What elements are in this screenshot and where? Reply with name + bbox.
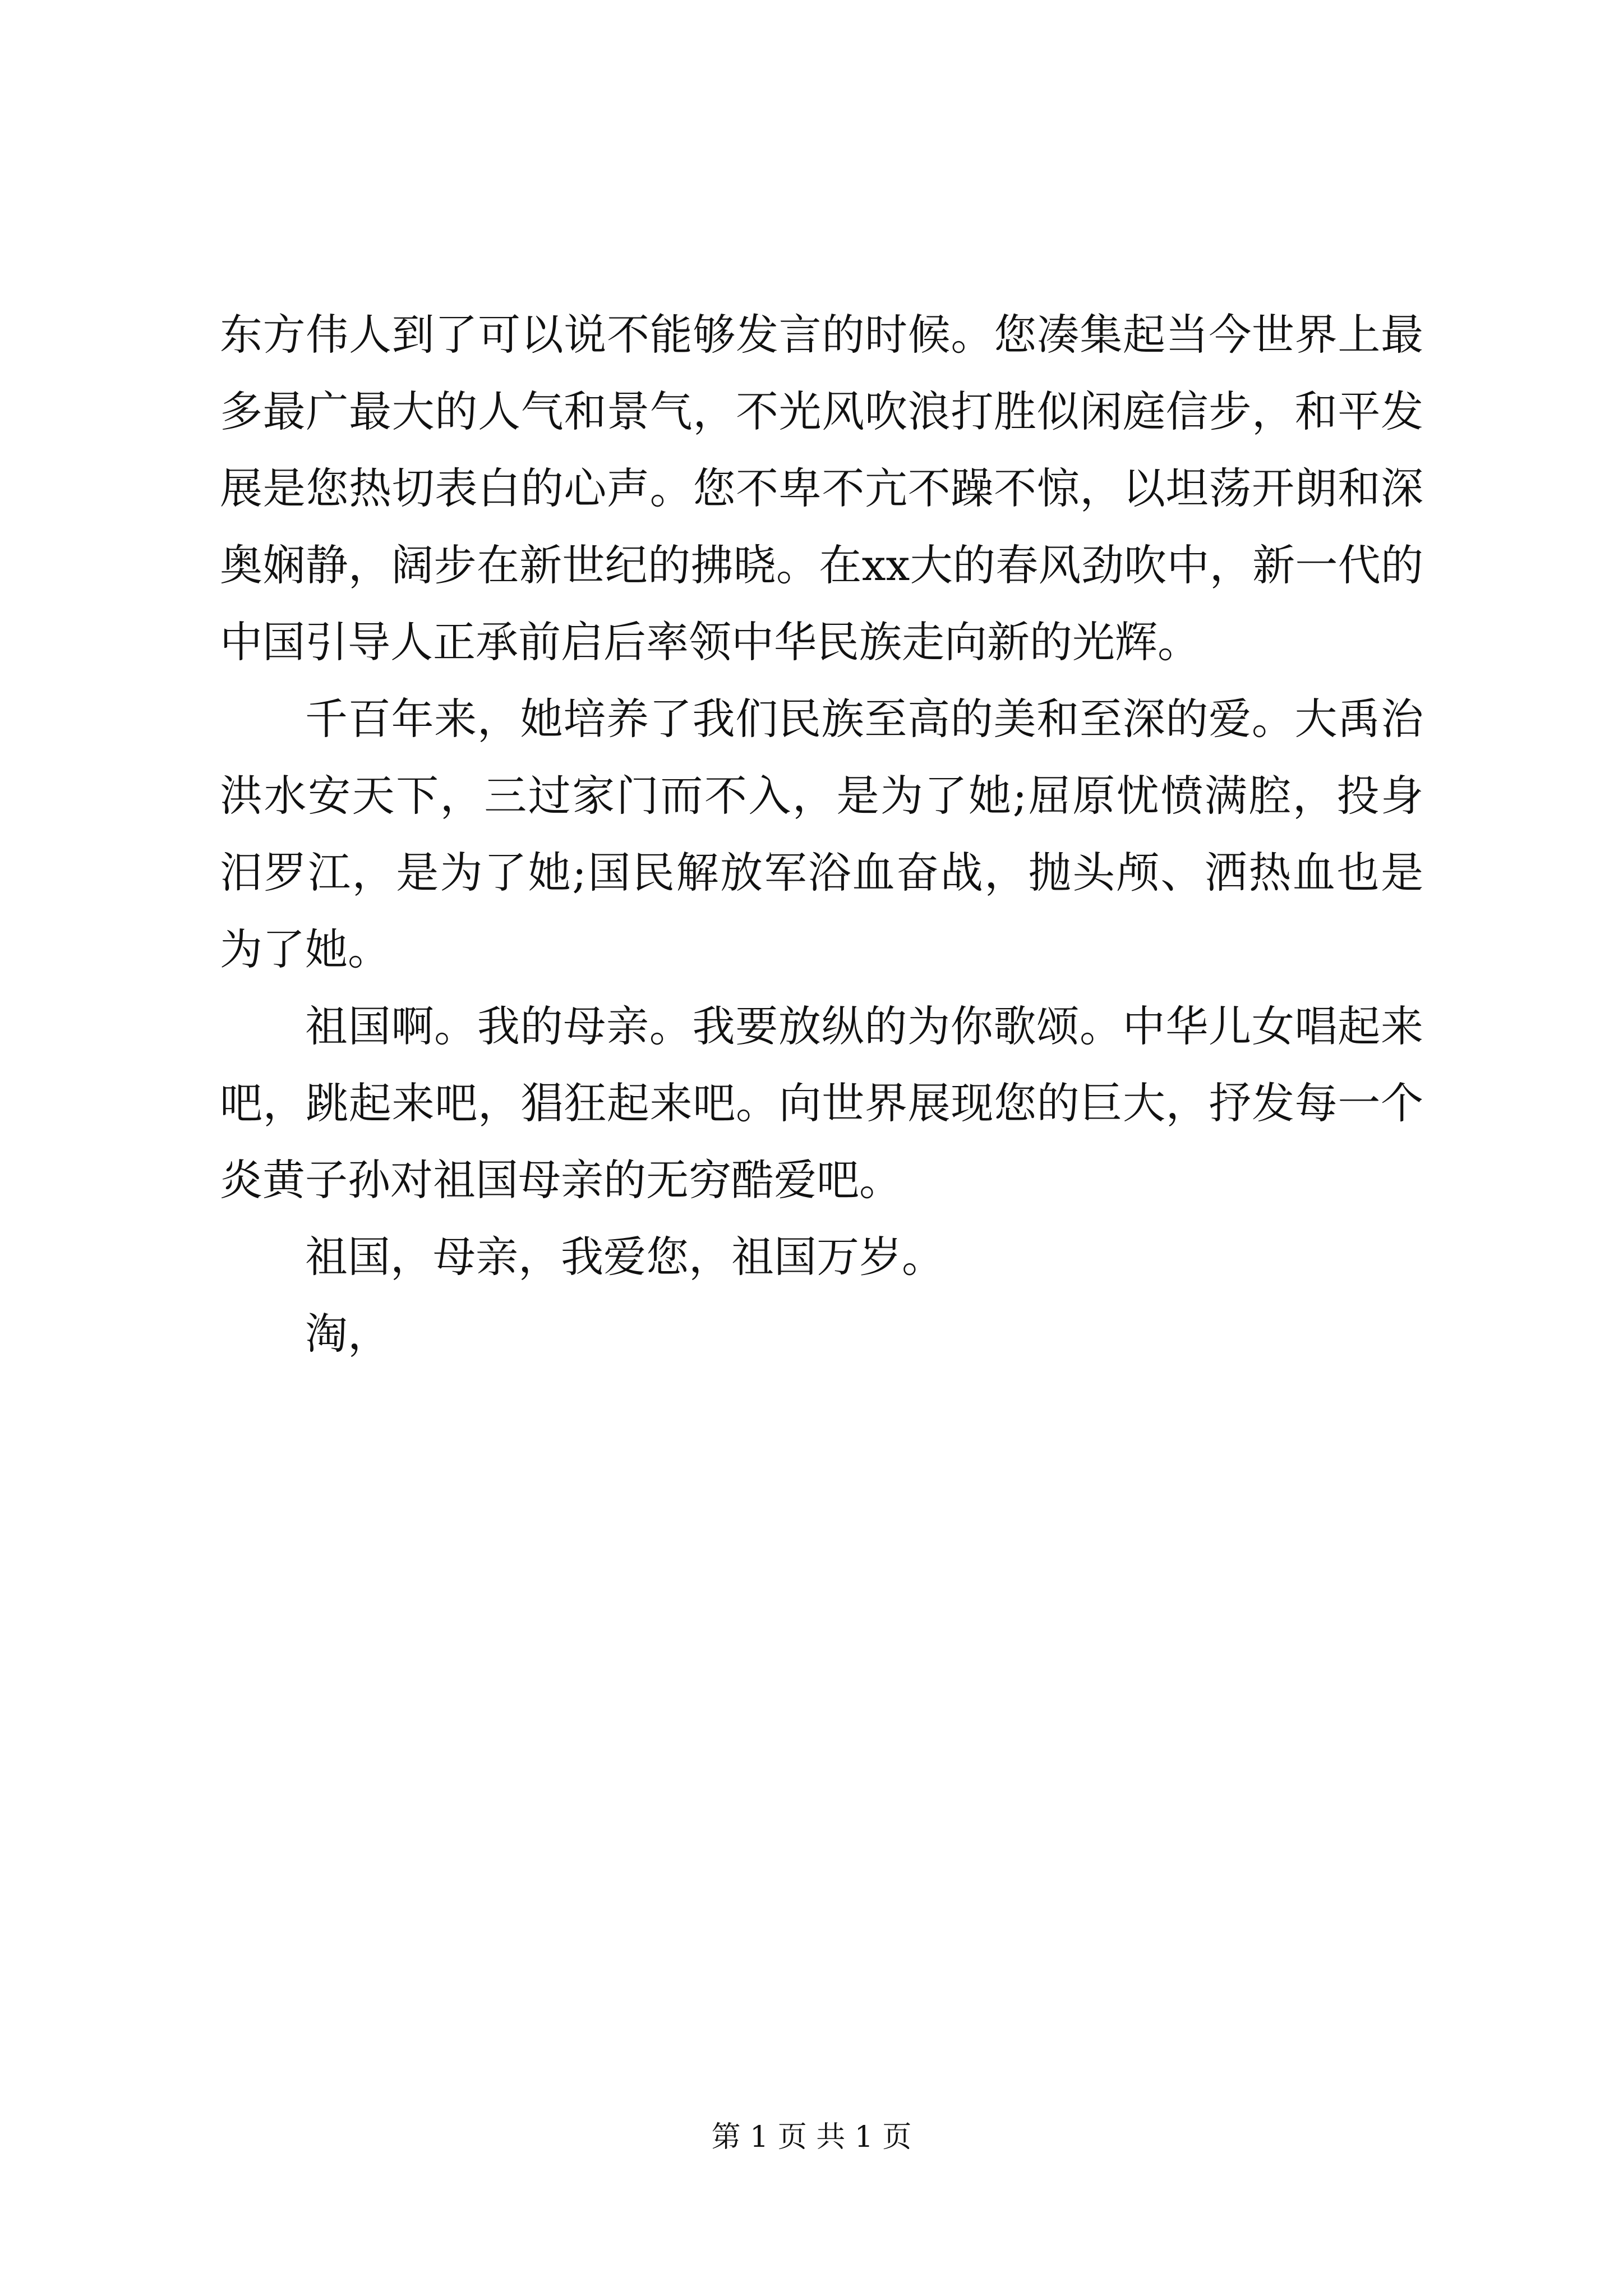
paragraph-fragment: 淘， [305,1309,390,1359]
paragraph-history: 千百年来，她培养了我们民族至高的美和至深的爱。大禹治洪水安天下，三过家门而不入，是为了她;屈原忧愤满腔，投身汨罗江，是为了她;国民解放军浴血奋战，抛头颅、洒热血也是为了她。 [220,694,1423,974]
document-body [220,296,1423,1372]
page-footer: 第 1 页 共 1 页 [711,2120,912,2154]
paragraph-closing-cheer: 祖国，母亲，我爱您，祖国万岁。 [305,1232,944,1282]
paragraph-continuation: 东方伟人到了可以说不能够发言的时候。您凑集起当今世界上最多最广最大的人气和景气，不光风吹浪打胜似闲庭信步，和平发展是您热切表白的心声。您不卑不亢不躁不惊，以坦荡开朗和深奥娴静，阔步在新世纪的拂晓。在xx大的春风劲吹中，新一代的中国引导人正承前启后率领中华民族走向新的光辉。 [220,310,1423,667]
paragraph-motherland-praise: 祖国啊。我的母亲。我要放纵的为你歌颂。中华儿女唱起来吧，跳起来吧，猖狂起来吧。向世界展现您的巨大，抒发每一个炎黄子孙对祖国母亲的无穷酷爱吧。 [220,1001,1423,1205]
